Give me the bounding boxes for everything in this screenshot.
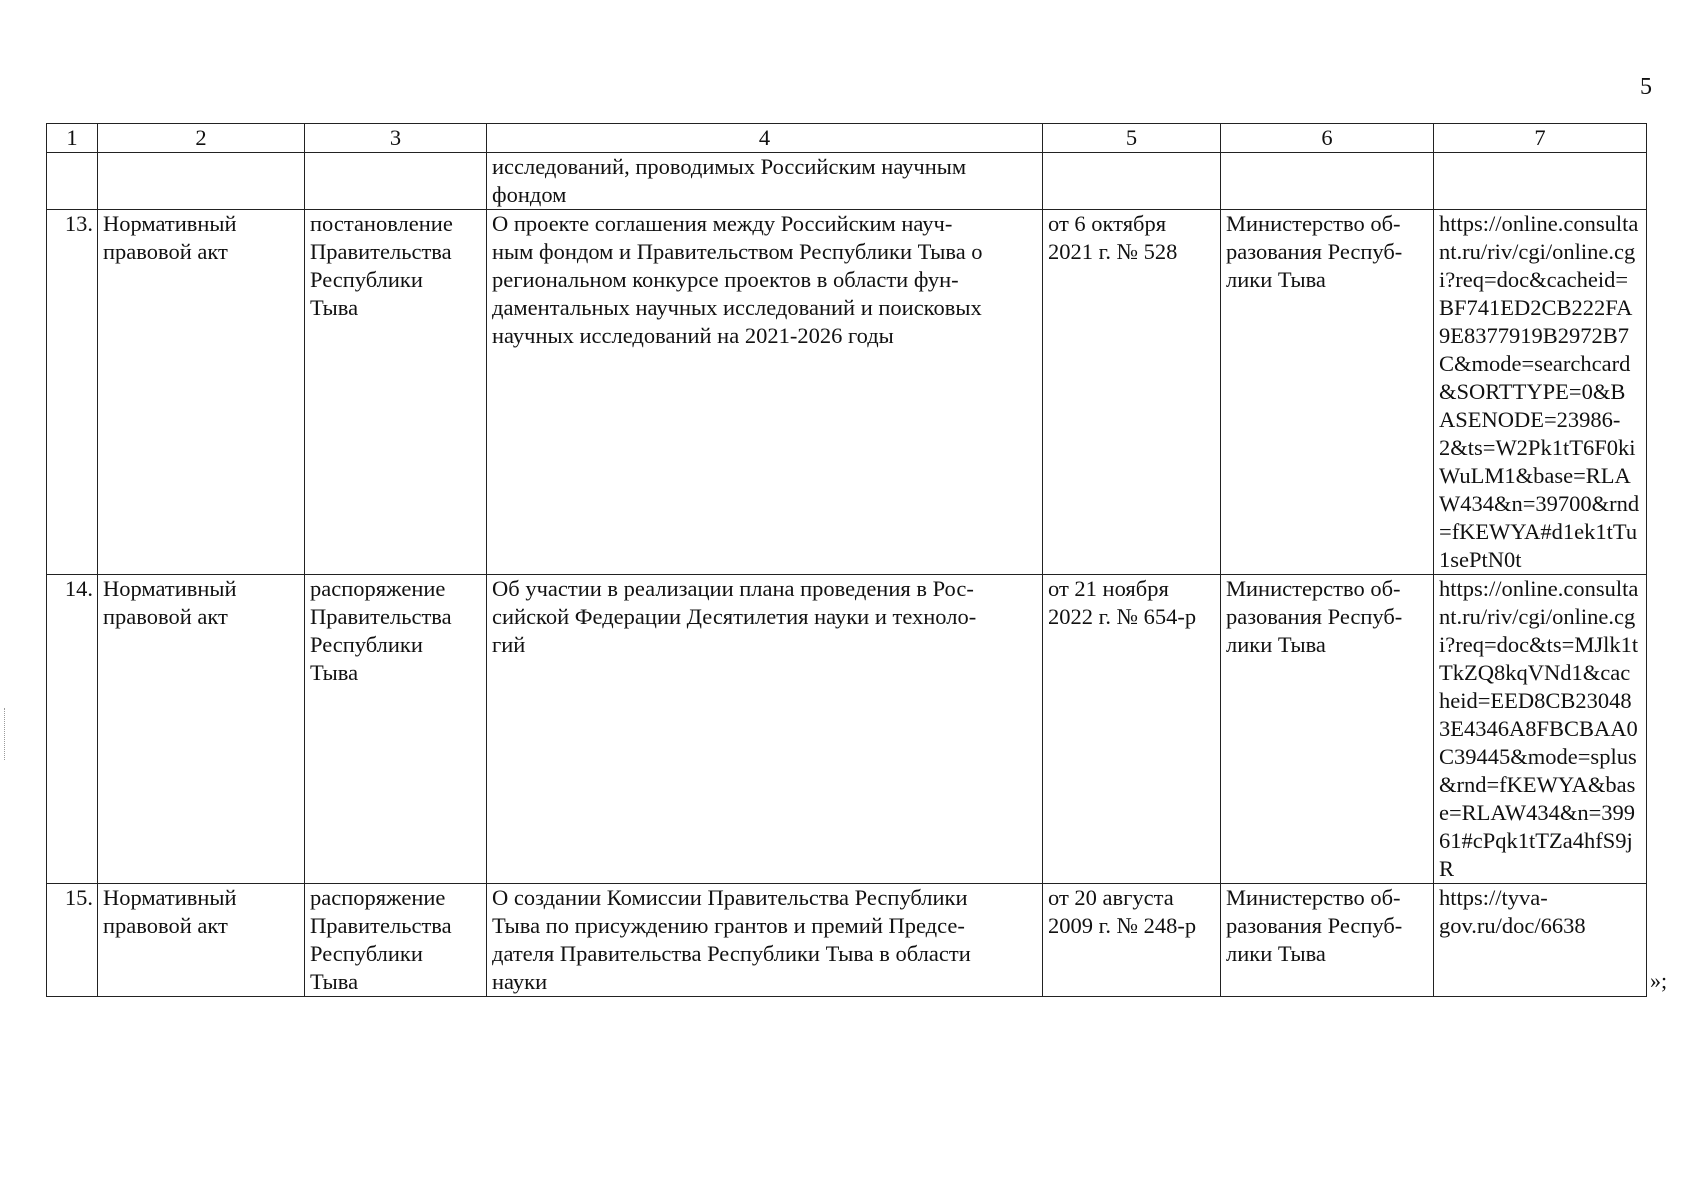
cell-document-title [487,884,1043,997]
link-line[interactable]: TkZQ8kqVNd1&cac [1439,660,1631,685]
text-line: лики Тыва [1226,632,1326,657]
text-line: распоряжение [310,885,446,910]
table-row [47,884,1647,997]
link-line[interactable]: 3E4346A8FBCBAA0 [1439,716,1638,741]
link-line[interactable]: BF741ED2CB222FA [1439,295,1633,320]
text-line: Республики [310,267,423,292]
link-line[interactable]: C39445&mode=splus [1439,744,1637,769]
header-col-4: 4 [487,124,1043,153]
cell-number: 14. [47,575,98,884]
link-line[interactable]: WuLM1&base=RLA [1439,463,1631,488]
text-line: Нормативный [103,211,237,236]
text-line: 2009 г. № 248-р [1048,913,1197,938]
link-line[interactable]: 1sePtN0t [1439,547,1522,572]
cell-agency [1221,884,1434,997]
cell-empty [1043,153,1221,210]
text-line: науки [492,969,548,994]
link-line[interactable]: 2&ts=W2Pk1tT6F0ki [1439,435,1636,460]
text-line: правовой акт [103,239,228,264]
text-line: Об участии в реализации плана проведения в Рос- [492,576,974,601]
link-line[interactable]: i?req=doc&cacheid= [1439,267,1629,292]
cell-empty [98,153,305,210]
cell-document-type [98,884,305,997]
text-line: распоряжение [310,576,446,601]
text-line: Правительства [310,604,452,629]
text-line: Правительства [310,913,452,938]
cell-document-type [98,575,305,884]
text-line: Министерство об- [1226,885,1401,910]
text-line: Тыва [310,969,359,994]
cell-empty [1434,153,1647,210]
cell-document-type [98,210,305,575]
text-line: Тыва по присуждению грантов и премий Предсе- [492,913,965,938]
closing-quote-mark: »; [1650,968,1668,993]
table-row [47,575,1647,884]
cell-document-link[interactable] [1434,210,1647,575]
documents-table [46,123,1647,997]
text-line: разования Респуб- [1226,913,1403,938]
link-line[interactable]: nt.ru/riv/cgi/online.cg [1439,239,1636,264]
link-line[interactable]: ASENODE=23986- [1439,407,1621,432]
cell-empty [1221,153,1434,210]
text-line: гий [492,632,526,657]
header-col-6: 6 [1221,124,1434,153]
text-line: Тыва [310,295,359,320]
table-row-continuation [47,153,1647,210]
text-line: фондом [492,182,567,207]
link-line[interactable]: heid=EED8CB23048 [1439,688,1632,713]
text-line: Тыва [310,660,359,685]
cell-empty [305,153,487,210]
text-line: от 20 августа [1048,885,1174,910]
link-line[interactable]: gov.ru/doc/6638 [1439,913,1586,938]
header-col-5: 5 [1043,124,1221,153]
link-line[interactable]: &SORTTYPE=0&B [1439,379,1626,404]
cell-document-title [487,575,1043,884]
header-col-7: 7 [1434,124,1647,153]
text-line: О проекте соглашения между Российским науч- [492,211,953,236]
link-line[interactable]: &rnd=fKEWYA&bas [1439,772,1636,797]
link-line[interactable]: nt.ru/riv/cgi/online.cg [1439,604,1636,629]
text-line: Нормативный [103,885,237,910]
header-row [47,124,1647,153]
header-col-2: 2 [98,124,305,153]
text-line: 2021 г. № 528 [1048,239,1178,264]
link-line[interactable]: i?req=doc&ts=MJlk1t [1439,632,1639,657]
text-line: сийской Федерации Десятилетия науки и техноло- [492,604,977,629]
text-line: лики Тыва [1226,941,1326,966]
page-number: 5 [1640,74,1652,100]
header-col-1: 1 [47,124,98,153]
cell-document-date [1043,575,1221,884]
text-line: правовой акт [103,604,228,629]
cell-number: 15. [47,884,98,997]
text-line: даментальных научных исследований и поисковых [492,295,982,320]
link-line[interactable]: https://online.consulta [1439,576,1639,601]
link-line[interactable]: 9E8377919B2972B7 [1439,323,1630,348]
cell-document-date [1043,210,1221,575]
text-line: разования Респуб- [1226,239,1403,264]
text-line: Министерство об- [1226,211,1401,236]
text-line: Республики [310,941,423,966]
header-col-3: 3 [305,124,487,153]
cell-number: 13. [47,210,98,575]
link-line[interactable]: W434&n=39700&rnd [1439,491,1640,516]
link-line[interactable]: R [1439,856,1455,881]
link-line[interactable]: =fKEWYA#d1ek1tTu [1439,519,1638,544]
cell-document-link[interactable] [1434,884,1647,997]
text-line: разования Респуб- [1226,604,1403,629]
text-line: исследований, проводимых Российским научным [492,154,967,179]
cell-agency [1221,575,1434,884]
link-line[interactable]: https://tyva- [1439,885,1548,910]
text-line: от 21 ноября [1048,576,1169,601]
cell-document-link[interactable] [1434,575,1647,884]
cell-document-kind [305,884,487,997]
text-line: ным фондом и Правительством Республики Тыва о [492,239,983,264]
text-line: научных исследований на 2021-2026 годы [492,323,894,348]
link-line[interactable]: 61#cPqk1tTZa4hfS9j [1439,828,1633,853]
text-line: Нормативный [103,576,237,601]
cell-agency [1221,210,1434,575]
text-line: постановление [310,211,453,236]
cell-document-kind [305,210,487,575]
text-line: дателя Правительства Республики Тыва в области [492,941,971,966]
text-line: лики Тыва [1226,267,1326,292]
link-line[interactable]: e=RLAW434&n=399 [1439,800,1636,825]
cell-empty [47,153,98,210]
text-line: региональном конкурсе проектов в области фун- [492,267,959,292]
text-line: Министерство об- [1226,576,1401,601]
cell-document-title [487,210,1043,575]
cell-title-continuation [487,153,1043,210]
text-line: правовой акт [103,913,228,938]
table-row [47,210,1647,575]
cell-document-date [1043,884,1221,997]
text-line: О создании Комиссии Правительства Республики [492,885,968,910]
text-line: 2022 г. № 654-р [1048,604,1197,629]
text-line: от 6 октября [1048,211,1167,236]
text-line: Республики [310,632,423,657]
text-line: Правительства [310,239,452,264]
margin-dots [4,708,7,760]
cell-document-kind [305,575,487,884]
link-line[interactable]: C&mode=searchcard [1439,351,1631,376]
link-line[interactable]: https://online.consulta [1439,211,1639,236]
